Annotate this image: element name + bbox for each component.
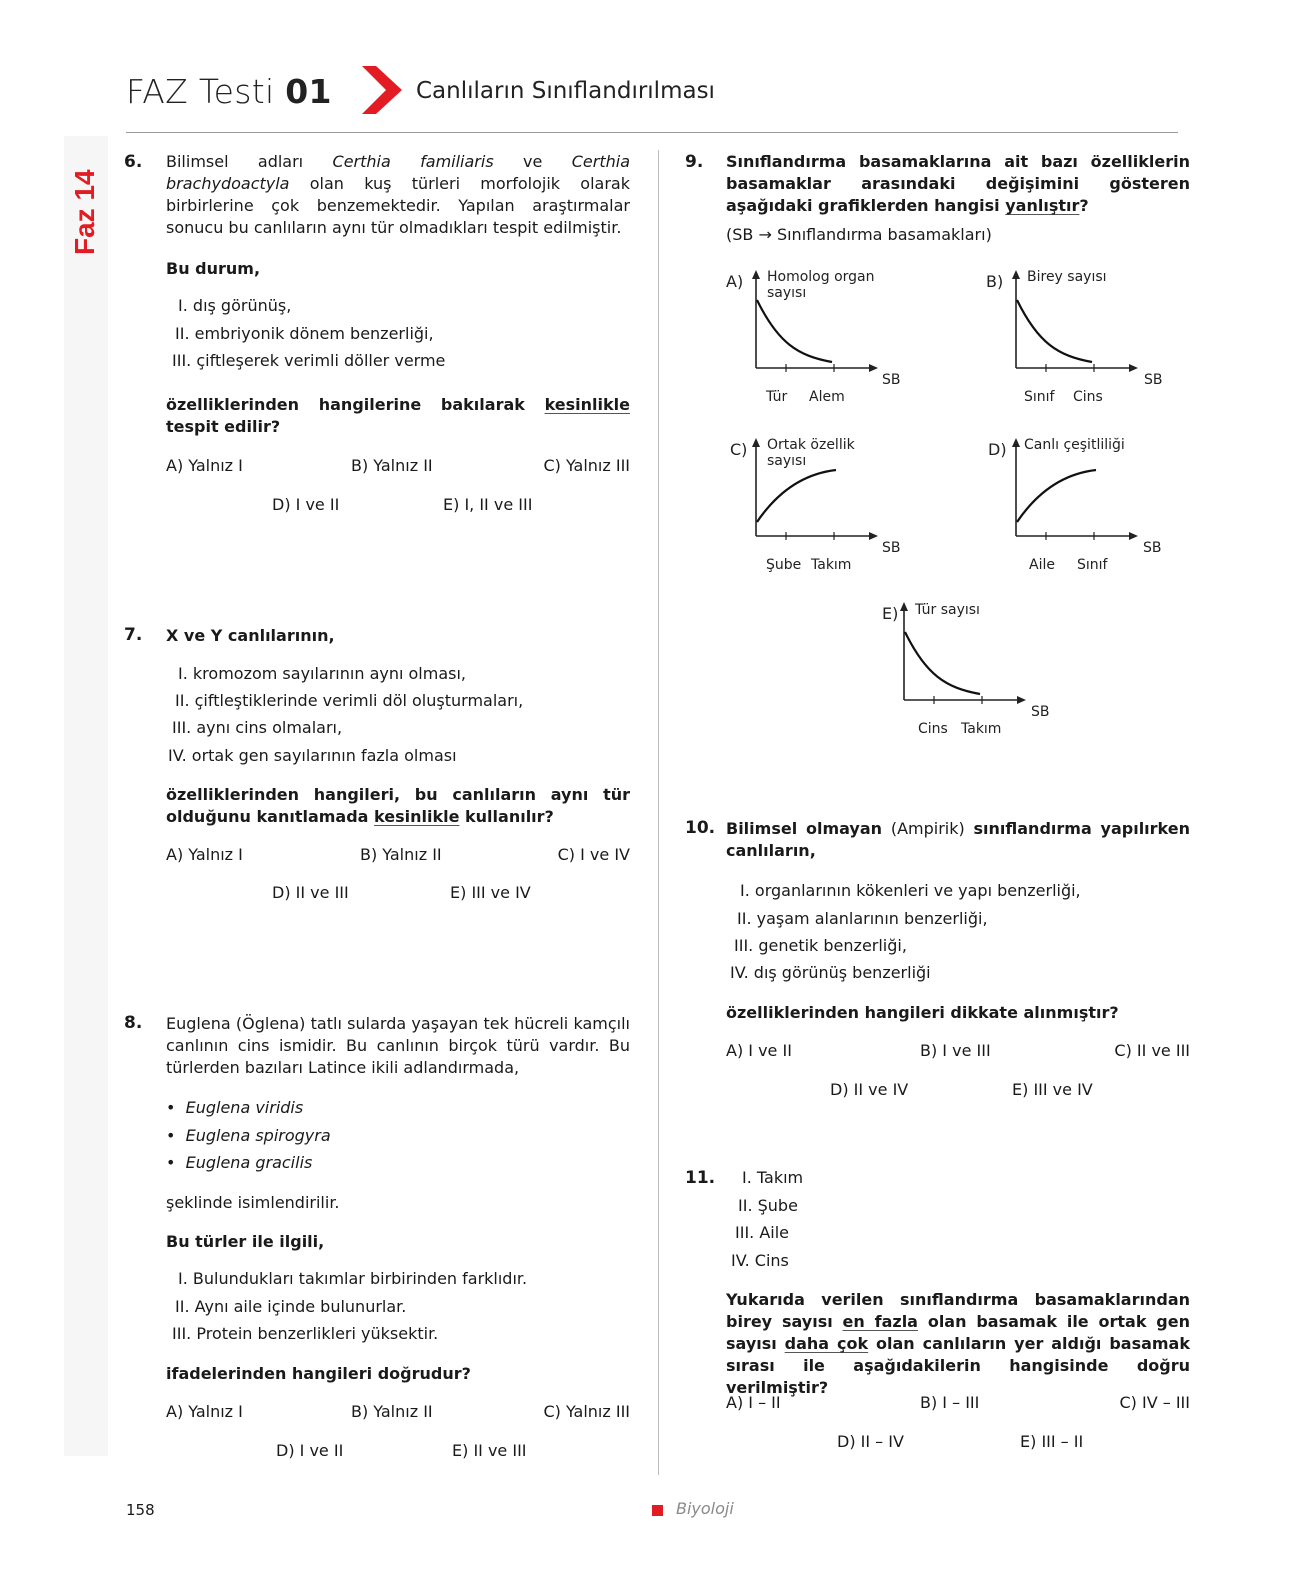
statement-item: I. kromozom sayılarının aynı olması, bbox=[178, 664, 466, 683]
option-b[interactable]: B) I ve III bbox=[920, 1041, 991, 1060]
statement-item: II. Aynı aile içinde bulunurlar. bbox=[175, 1297, 407, 1316]
graph-d-chart bbox=[1010, 436, 1150, 556]
statement-item: III. aynı cins olmaları, bbox=[172, 718, 343, 737]
graph-b-tick2: Cins bbox=[1073, 389, 1103, 405]
graph-d-tick2: Sınıf bbox=[1077, 557, 1108, 573]
graph-c-label: C) bbox=[730, 440, 748, 459]
option-e[interactable]: E) I, II ve III bbox=[443, 495, 533, 514]
option-d[interactable]: D) II – IV bbox=[837, 1432, 904, 1451]
graph-e-label: E) bbox=[882, 604, 899, 623]
graph-e-ylabel: Tür sayısı bbox=[915, 602, 980, 618]
y-axis-arrow bbox=[1012, 438, 1020, 447]
question-8-stem: Euglena (Öglena) tatlı sularda yaşayan tek hücreli kamçılı canlının cins ismidir. Bu canlının birçok türü vardır. Bu türlerden bazıları Latince ikili adlandırmada, bbox=[166, 1014, 630, 1077]
question-6-number: 6. bbox=[124, 152, 143, 172]
statement-item: III. çiftleşerek verimli döller verme bbox=[172, 351, 446, 370]
option-e[interactable]: E) III ve IV bbox=[450, 883, 531, 902]
option-c[interactable]: C) I ve IV bbox=[557, 845, 630, 864]
statement-item: II. çiftleştiklerinde verimli döl oluşturmaları, bbox=[175, 691, 524, 710]
option-d[interactable]: D) I ve II bbox=[272, 495, 340, 514]
graph-c-chart bbox=[750, 436, 890, 556]
question-7-prompt: özelliklerinden hangileri, bu canlıların aynı tür olduğunu kanıtlamada kesinlikle kullanılır? bbox=[166, 785, 630, 826]
option-e[interactable]: E) III – II bbox=[1020, 1432, 1084, 1451]
option-e[interactable]: E) III ve IV bbox=[1012, 1080, 1093, 1099]
option-d[interactable]: D) II ve III bbox=[272, 883, 349, 902]
statement-item: II. yaşam alanlarının benzerliği, bbox=[737, 909, 988, 928]
subject-label: Biyoloji bbox=[676, 1499, 734, 1518]
question-6-prompt: özelliklerinden hangilerine bakılarak kesinlikle tespit edilir? bbox=[166, 395, 630, 436]
side-strip bbox=[64, 136, 108, 1456]
question-6-lead: Bu durum, bbox=[166, 259, 261, 278]
option-d[interactable]: D) II ve IV bbox=[830, 1080, 909, 1099]
statement-item: IV. dış görünüş benzerliği bbox=[730, 963, 931, 982]
chevron-right-icon bbox=[362, 66, 402, 114]
question-9-number: 9. bbox=[685, 152, 704, 172]
y-axis-arrow bbox=[752, 438, 760, 447]
square-bullet-icon bbox=[652, 1505, 663, 1516]
statement-item: I. Bulundukları takımlar birbirinden farklıdır. bbox=[178, 1269, 528, 1288]
trend-curve bbox=[1017, 300, 1092, 362]
species-item: • Euglena spirogyra bbox=[166, 1126, 331, 1145]
graph-d-ylabel: Canlı çeşitliliği bbox=[1024, 437, 1125, 453]
y-axis-arrow bbox=[752, 270, 760, 279]
question-8-lead: Bu türler ile ilgili, bbox=[166, 1232, 325, 1251]
statement-item: II. Şube bbox=[738, 1196, 798, 1215]
graph-a-tick1: Tür bbox=[766, 389, 788, 405]
option-a[interactable]: A) I ve II bbox=[726, 1041, 792, 1060]
statement-item: I. dış görünüş, bbox=[178, 296, 292, 315]
trend-curve bbox=[757, 470, 836, 522]
trend-curve bbox=[905, 632, 980, 694]
question-10-prompt: özelliklerinden hangileri dikkate alınmıştır? bbox=[726, 1003, 1119, 1022]
x-axis-arrow bbox=[1129, 532, 1138, 540]
statement-item: III. Protein benzerlikleri yüksektir. bbox=[172, 1324, 439, 1343]
question-8-prompt: ifadelerinden hangileri doğrudur? bbox=[166, 1364, 471, 1383]
column-divider bbox=[658, 150, 659, 1475]
statement-item: III. Aile bbox=[735, 1223, 790, 1242]
graph-c-tick1: Şube bbox=[766, 557, 802, 573]
graph-a-ylabel: Homolog organ sayısı bbox=[767, 269, 875, 301]
test-subtitle: Canlıların Sınıflandırılması bbox=[416, 78, 715, 104]
test-title: FAZ Testi 01 bbox=[126, 72, 332, 111]
question-10-number: 10. bbox=[685, 818, 716, 838]
page-number: 158 bbox=[126, 1501, 155, 1519]
graph-d-xlabel: SB bbox=[1143, 540, 1162, 556]
statement-item: I. Takım bbox=[742, 1168, 804, 1187]
question-7-lead: X ve Y canlılarının, bbox=[166, 626, 335, 645]
statement-item: IV. ortak gen sayılarının fazla olması bbox=[168, 746, 457, 765]
graph-c-tick2: Takım bbox=[811, 557, 852, 573]
statement-item: II. embriyonik dönem benzerliği, bbox=[175, 324, 434, 343]
graph-b-label: B) bbox=[986, 272, 1004, 291]
option-a[interactable]: A) Yalnız I bbox=[166, 1402, 243, 1421]
option-a[interactable]: A) I – II bbox=[726, 1393, 781, 1412]
question-9-stem: Sınıflandırma basamaklarına ait bazı özelliklerin basamaklar arasındaki değişimini gösteren aşağıdaki grafiklerden hangisi yanlıştır? bbox=[726, 152, 1190, 215]
graph-e-chart bbox=[898, 600, 1038, 720]
option-b[interactable]: B) Yalnız II bbox=[351, 1402, 433, 1421]
graph-b-tick1: Sınıf bbox=[1024, 389, 1055, 405]
graph-c-ylabel: Ortak özellik sayısı bbox=[767, 437, 855, 469]
question-6-stem: Bilimsel adları Certhia familiaris ve Certhia brachydoactyla olan kuş türleri morfolojik olarak birbirlerine çok benzemektedir. Yapılan araştırmalar sonucu bu canlıların aynı tür olmadıkları tespit edilmiştir. bbox=[166, 152, 630, 237]
question-10-lead: Bilimsel olmayan (Ampirik) sınıflandırma yapılırken canlıların, bbox=[726, 819, 1191, 860]
svg-text:Faz 14: Faz 14 bbox=[69, 169, 100, 255]
question-7-number: 7. bbox=[124, 625, 143, 645]
option-c[interactable]: C) Yalnız III bbox=[543, 456, 630, 475]
species-item: • Euglena gracilis bbox=[166, 1153, 313, 1172]
statement-item: I. organlarının kökenleri ve yapı benzerliği, bbox=[740, 881, 1081, 900]
x-axis-arrow bbox=[869, 364, 878, 372]
side-tab-label bbox=[66, 150, 106, 260]
graph-b-ylabel: Birey sayısı bbox=[1027, 269, 1107, 285]
question-8-after: şeklinde isimlendirilir. bbox=[166, 1193, 340, 1212]
y-axis-arrow bbox=[900, 602, 908, 611]
graph-a-xlabel: SB bbox=[882, 372, 901, 388]
option-b[interactable]: B) I – III bbox=[920, 1393, 980, 1412]
option-c[interactable]: C) IV – III bbox=[1119, 1393, 1190, 1412]
statement-item: III. genetik benzerliği, bbox=[734, 936, 907, 955]
header-divider bbox=[126, 132, 1178, 133]
graph-c-xlabel: SB bbox=[882, 540, 901, 556]
graph-b-xlabel: SB bbox=[1144, 372, 1163, 388]
graph-a-label: A) bbox=[726, 272, 744, 291]
graph-e-tick2: Takım bbox=[961, 721, 1002, 737]
graph-a-tick2: Alem bbox=[809, 389, 845, 405]
y-axis-arrow bbox=[1012, 270, 1020, 279]
graph-d-label: D) bbox=[988, 440, 1007, 459]
option-b[interactable]: B) Yalnız II bbox=[351, 456, 433, 475]
option-b[interactable]: B) Yalnız II bbox=[360, 845, 442, 864]
graph-d-tick1: Aile bbox=[1029, 557, 1055, 573]
option-a[interactable]: A) Yalnız I bbox=[166, 845, 243, 864]
option-d[interactable]: D) I ve II bbox=[276, 1441, 344, 1460]
x-axis-arrow bbox=[1129, 364, 1138, 372]
graph-e-tick1: Cins bbox=[918, 721, 948, 737]
question-9-note: (SB → Sınıflandırma basamakları) bbox=[726, 225, 992, 244]
question-11-prompt: Yukarıda verilen sınıflandırma basamaklarından birey sayısı en fazla olan basamak ile ortak gen sayısı daha çok olan canlıların yer aldığı basamak sırası ile aşağıdakilerin hangisinde doğru verilmiştir? bbox=[726, 1290, 1191, 1397]
question-8-number: 8. bbox=[124, 1013, 143, 1033]
option-c[interactable]: C) II ve III bbox=[1114, 1041, 1190, 1060]
option-c[interactable]: C) Yalnız III bbox=[543, 1402, 630, 1421]
species-item: • Euglena viridis bbox=[166, 1098, 304, 1117]
statement-item: IV. Cins bbox=[731, 1251, 789, 1270]
option-a[interactable]: A) Yalnız I bbox=[166, 456, 243, 475]
x-axis-arrow bbox=[1017, 696, 1026, 704]
trend-curve bbox=[757, 300, 832, 362]
x-axis-arrow bbox=[869, 532, 878, 540]
graph-e-xlabel: SB bbox=[1031, 704, 1050, 720]
question-11-number: 11. bbox=[685, 1168, 716, 1188]
graph-b-chart bbox=[1010, 268, 1150, 388]
option-e[interactable]: E) II ve III bbox=[452, 1441, 527, 1460]
graph-a-chart bbox=[750, 268, 890, 388]
trend-curve bbox=[1017, 470, 1096, 522]
